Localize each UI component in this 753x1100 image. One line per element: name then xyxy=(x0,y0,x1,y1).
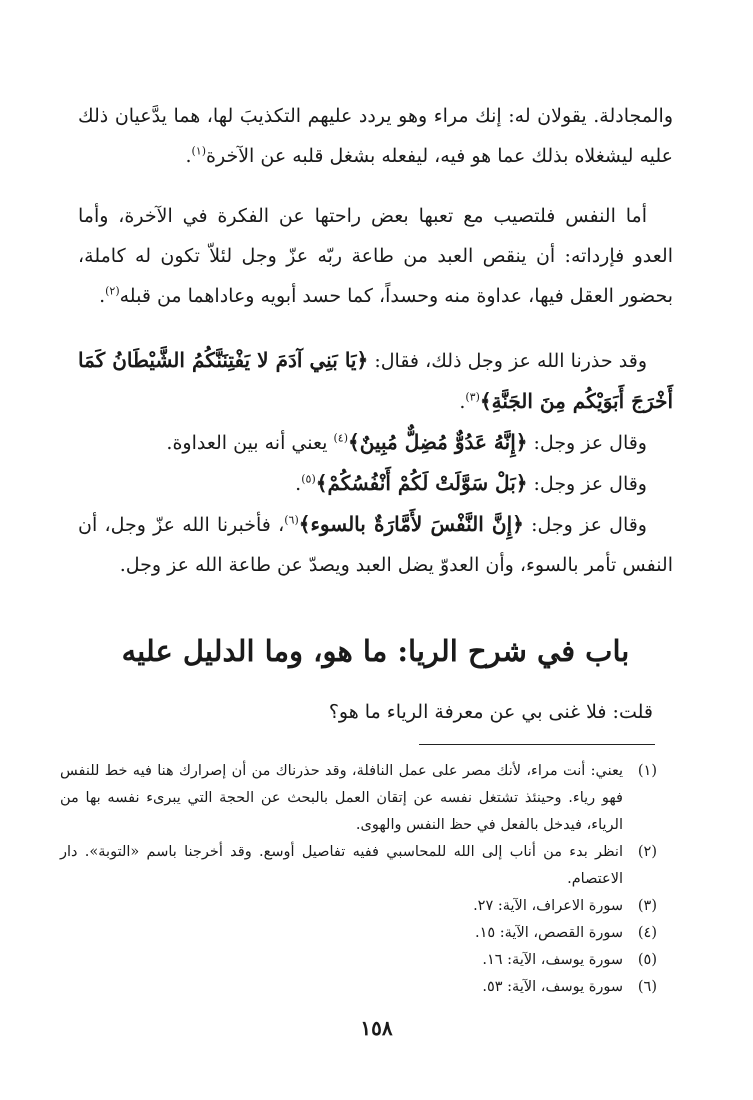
quran-verse-2: ﴿إِنَّهُ عَدُوٌّ مُضِلٌّ مُبِينٌ﴾ xyxy=(348,430,528,454)
footnote-ref-5: (٥) xyxy=(301,472,316,486)
paragraph-3 xyxy=(78,340,673,422)
paragraph-6-intro: وقال عز وجل: xyxy=(523,514,647,536)
paragraph-1-end: . xyxy=(185,145,192,167)
paragraph-3-end: . xyxy=(459,391,466,413)
footnote-ref-4: (٤) xyxy=(333,431,348,445)
paragraph-2-text: أما النفس فلتصيب مع تعبها بعض راحتها عن الفكرة في الآخرة، وأما العدو فإرداته: أن ينقص العبد من طاعة ربّه عزّ وجل لئلاّ تكون له كاملة، بحضور العقل فيها، عداوة منه وحسداً، كما حسد أبويه وعاداهما من قبله xyxy=(78,205,673,307)
footnote-number: (٥) xyxy=(637,952,657,968)
footnote-item xyxy=(60,758,657,839)
footnote-ref-2: (٢) xyxy=(105,284,120,298)
footnote-number: (١) xyxy=(637,763,657,779)
paragraph-4-end: يعني أنه بين العداوة. xyxy=(166,432,334,454)
paragraph-1-text: والمجادلة. يقولان له: إنك مراء وهو يردد عليهم التكذيبَ لها، هما يدَّعيان ذلك عليه ليشغلاه بذلك عما هو فيه، ليفعله بشغل قلبه عن الآخرة xyxy=(78,105,673,167)
paragraph-3-intro: وقد حذرنا الله عز وجل ذلك، فقال: xyxy=(368,350,647,372)
question-line: قلت: فلا غنى بي عن معرفة الرياء ما هو؟ xyxy=(328,701,653,723)
footnote-text: سورة الاعراف، الآية: ٢٧. xyxy=(473,898,623,914)
footnote-item xyxy=(60,839,657,893)
page-number: ١٥٨ xyxy=(360,1016,393,1040)
footnote-item xyxy=(60,893,657,920)
footnote-item xyxy=(60,920,657,947)
paragraph-6 xyxy=(78,504,673,585)
paragraph-1 xyxy=(78,96,673,176)
footnote-number: (٦) xyxy=(637,979,657,995)
paragraph-5 xyxy=(78,463,673,504)
footnote-item xyxy=(60,947,657,974)
paragraph-4-intro: وقال عز وجل: xyxy=(527,432,647,454)
paragraph-4 xyxy=(78,422,673,463)
footnote-divider xyxy=(419,744,655,745)
paragraph-2 xyxy=(78,196,673,316)
footnotes xyxy=(60,758,657,1001)
footnote-text: يعني: أنت مراء، لأنك مصر على عمل النافلة، وقد حذرناك من أن إصرارك هنا فيه خط للنفس فهو رياء. وحينئذ تشتغل نفسه عن إتقان العمل بالبحث عن الحجة التي يبرىء نفسه بها من الرياء، فيدخل بالفعل في حظ النفس والهوى. xyxy=(60,763,623,833)
paragraph-5-end: . xyxy=(295,473,302,495)
quran-verse-3: ﴿بَلْ سَوَّلَتْ لَكُمْ أَنْفُسُكُمْ﴾ xyxy=(315,471,528,495)
footnote-text: سورة يوسف، الآية: ١٦. xyxy=(482,952,623,968)
footnote-item xyxy=(60,974,657,1001)
main-text xyxy=(78,96,673,585)
footnote-text: انظر بدء من أناب إلى الله للمحاسبي ففيه تفاصيل أوسع. وقد أخرجنا باسم «التوبة». دار الاعتصام. xyxy=(60,844,623,887)
footnote-text: سورة القصص، الآية: ١٥. xyxy=(474,925,623,941)
footnote-ref-6: (٦) xyxy=(284,513,299,527)
footnote-text: سورة يوسف، الآية: ٥٣. xyxy=(482,979,623,995)
footnote-number: (٣) xyxy=(637,898,657,914)
quran-verse-4: ﴿إِنَّ النَّفْسَ لأَمَّارَةٌ بالسوء﴾ xyxy=(298,512,524,536)
footnote-number: (٤) xyxy=(637,925,657,941)
footnote-ref-1: (١) xyxy=(191,144,207,158)
paragraph-2-end: . xyxy=(99,285,106,307)
paragraph-5-intro: وقال عز وجل: xyxy=(527,473,647,495)
footnote-number: (٢) xyxy=(637,844,657,860)
quran-verse-1: ﴿يَا بَنِي آدَمَ لا يَفْتِنَنَّكُمُ الشَّيْطَانُ كَمَا أَخْرَجَ أَبَوَيْكُم مِنَ الجَنَّةِ﴾ xyxy=(78,348,673,413)
footnote-ref-3: (٣) xyxy=(465,390,480,404)
paragraph-6-end: ، فأخبرنا الله عزّ وجل، أن النفس تأمر بالسوء، وأن العدوّ يضل العبد ويصدّ عن طاعة الله عز وجل. xyxy=(78,514,673,576)
chapter-title: باب في شرح الريا: ما هو، وما الدليل عليه xyxy=(121,634,630,668)
